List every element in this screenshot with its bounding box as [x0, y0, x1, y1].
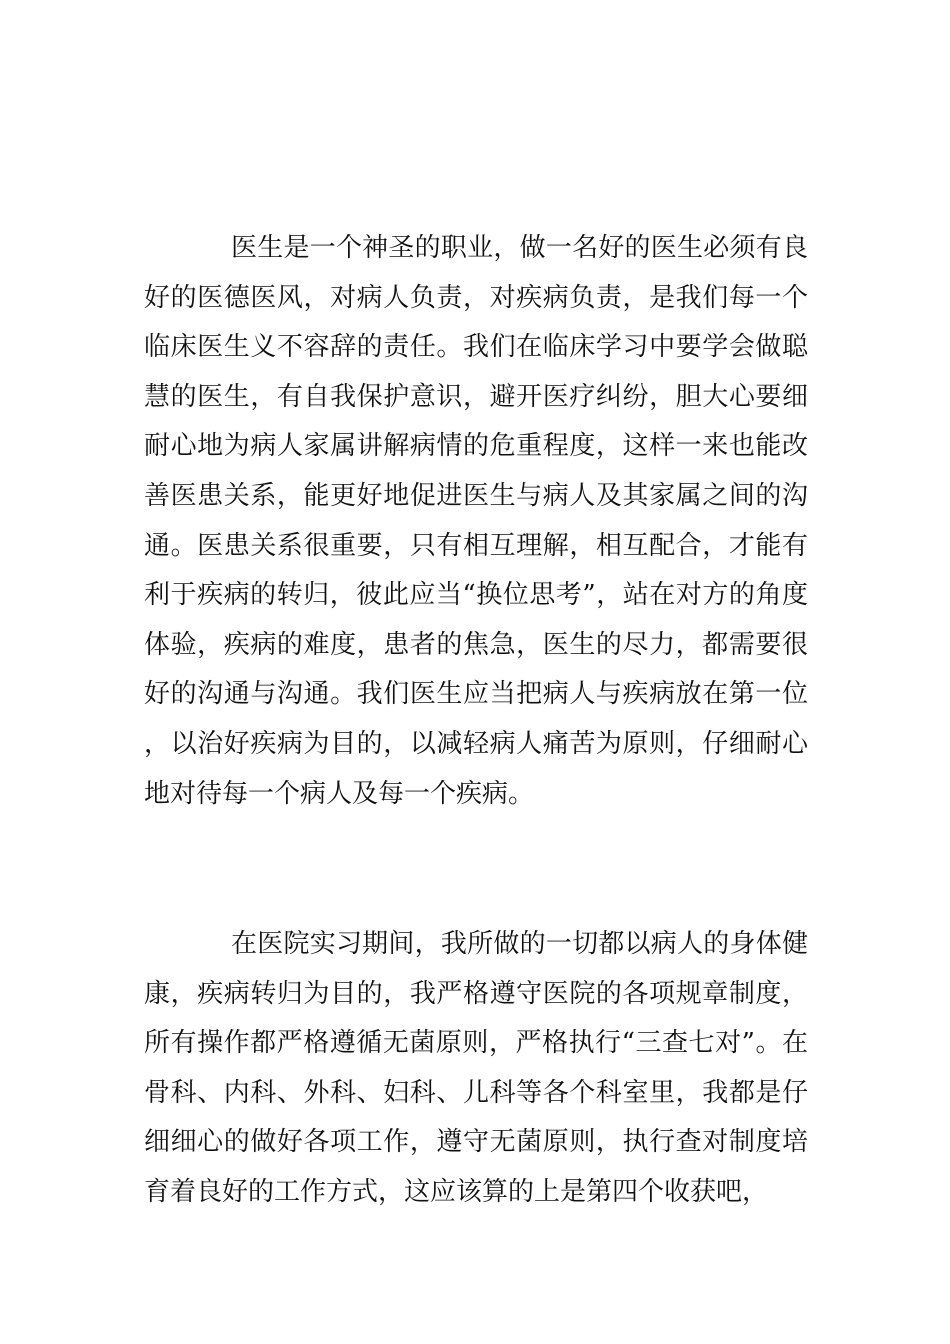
body-paragraph-2: 在医院实习期间，我所做的一切都以病人的身体健康，疾病转归为目的，我严格遵守医院的各项规章制度，所有操作都严格遵循无菌原则，严格执行“三查七对”。在骨科、内科、外科、妇科、儿科等各个科室里，我都是仔细细心的做好各项工作，遵守无菌原则，执行查对制度培育着良好的工作方式，这应该算的上是第四个收获吧，: [144, 929, 808, 1207]
body-paragraph-1: 医生是一个神圣的职业，做一名好的医生必须有良好的医德医风，对病人负责，对疾病负责，是我们每一个临床医生义不容辞的责任。我们在临床学习中要学会做聪慧的医生，有自我保护意识，避开医疗纠纷，胆大心要细耐心地为病人家属讲解病情的危重程度，这样一来也能改善医患关系，能更好地促进医生与病人及其家属之间的沟通。医患关系很重要，只有相互理解，相互配合，才能有利于疾病的转归，彼此应当“换位思考”，站在对方的角度体验，疾病的难度，患者的焦急，医生的尽力，都需要很好的沟通与沟通。我们医生应当把病人与疾病放在第一位，以治好疾病为目的，以减轻病人痛苦为原则，仔细耐心地对待每一个病人及每一个疾病。: [144, 233, 808, 809]
